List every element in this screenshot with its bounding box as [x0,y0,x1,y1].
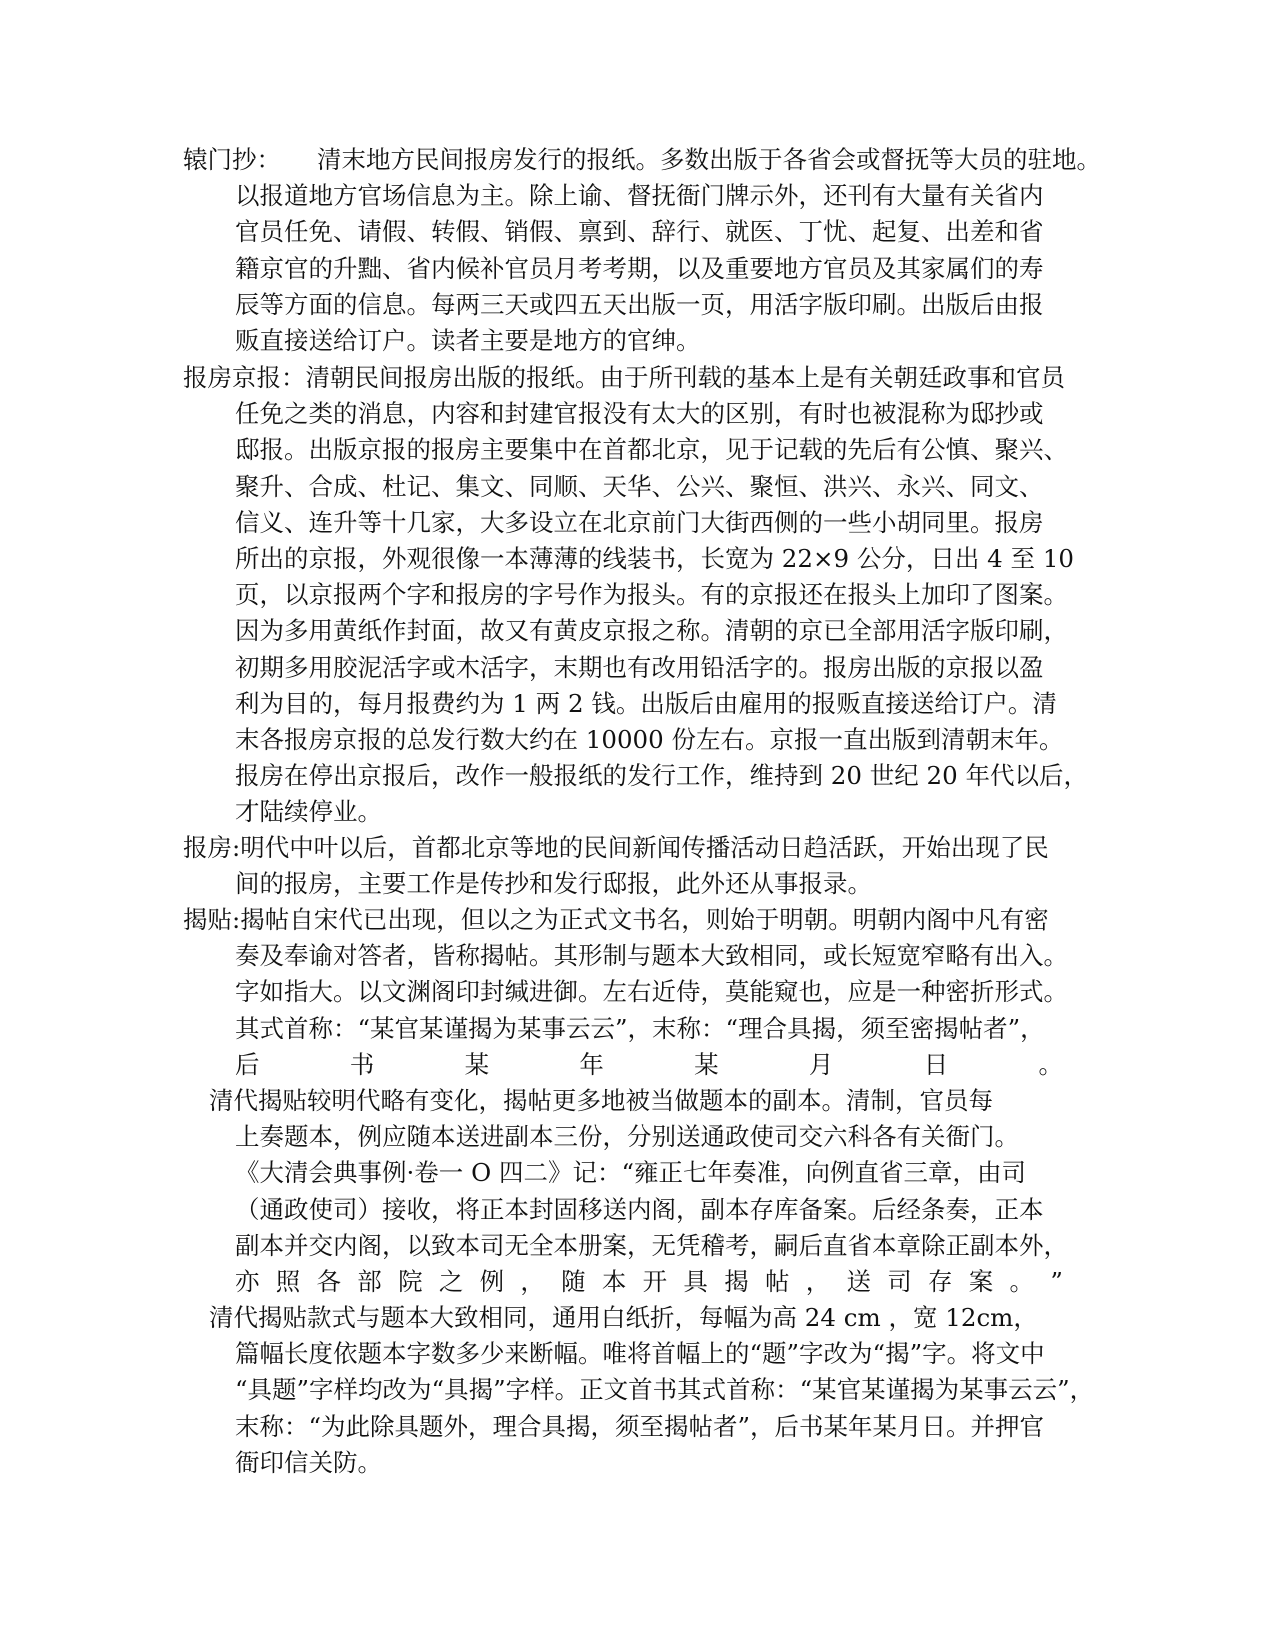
entry-text-line: 以报道地方官场信息为主。除上谕、督抚衙门牌示外，还刊有大量有关省内 [235,181,1044,211]
entry-text-line: 末称：“为此除具题外，理合具揭，须至揭帖者”，后书某年某月日。并押官 [235,1411,1045,1441]
entry-text-line: 邸报。出版京报的报房主要集中在首都北京，见于记载的先后有公慎、聚兴、 [235,435,1068,465]
entry-text-line: 因为多用黄纸作封面，故又有黄皮京报之称。清朝的京已全部用活字版印刷， [235,616,1068,646]
entry-term: 报房: [183,833,241,862]
entry-text-line: 清代揭贴款式与题本大致相同，通用白纸折，每幅为高 24 cm ，宽 12cm， [209,1303,1038,1333]
entry-text-line: “具题”字样均改为“具揭”字样。正文首书其式首称：“某官某谨揭为某事云云”， [235,1375,1095,1405]
entry-first-line [183,360,1063,396]
entry-text-line: 揭帖自宋代已出现，但以之为正式文书名，则始于明朝。明朝内阁中凡有密 [240,905,1049,934]
entry-text-line: 信义、连升等十几家，大多设立在北京前门大街西侧的一些小胡同里。报房 [235,507,1044,537]
entry-baofang [183,830,1063,902]
entry-first-line [183,830,1063,866]
justified-line: 后 书 某 年 某 月 日 。 [235,1049,1063,1079]
entry-text-line: 籍京官的升黜、省内候补官员月考考期，以及重要地方官员及其家属们的寿 [235,253,1044,283]
entry-text-line: 所出的京报，外观很像一本薄薄的线装书，长宽为 22×9 公分，日出 4 至 10 [235,543,1074,573]
entry-text-line: 官员任免、请假、转假、销假、禀到、辞行、就医、丁忧、起复、出差和省 [235,217,1044,247]
entry-term: 揭贴: [183,905,241,934]
entry-first-line [183,142,1101,178]
entry-text-line: 字如指大。以文渊阁印封缄进御。左右近侍，莫能窥也，应是一种密折形式。 [235,977,1068,1007]
entry-text-line: 贩直接送给订户。读者主要是地方的官绅。 [235,325,701,355]
entry-text-line: 才陆续停业。 [235,797,382,827]
entry-text-line: 利为目的，每月报费约为 1 两 2 钱。出版后由雇用的报贩直接送给订户。清 [235,688,1057,718]
entry-text-line: 聚升、合成、杜记、集文、同顺、天华、公兴、聚恒、洪兴、永兴、同文、 [235,471,1044,501]
entry-first-line [183,902,1063,938]
entry-text-line: 页，以京报两个字和报房的字号作为报头。有的京报还在报头上加印了图案。 [235,580,1068,610]
entry-text-line: 《大清会典事例·卷一 O 四二》记：“雍正七年奏准，向例直省三章，由司 [235,1158,1026,1188]
entry-text-line: 初期多用胶泥活字或木活字，末期也有改用铅活字的。报房出版的京报以盈 [235,652,1044,682]
entry-text-line: 清朝民间报房出版的报纸。由于所刊载的基本上是有关朝廷政事和官员 [305,363,1065,392]
entry-text-line: 奏及奉谕对答者，皆称揭帖。其形制与题本大致相同，或长短宽窄略有出入。 [235,941,1068,971]
entry-baofang-jingbao [183,360,1088,830]
entry-text-line: 清末地方民间报房发行的报纸。多数出版于各省会或督抚等大员的驻地。 [317,145,1101,174]
entry-text-line: 副本并交内阁，以致本司无全本册案，无凭稽考，嗣后直省本章除正副本外， [235,1230,1068,1260]
entry-text-line: 上奏题本，例应随本送进副本三份，分别送通政使司交六科各有关衙门。 [235,1122,1019,1152]
entry-text-line: 明代中叶以后，首都北京等地的民间新闻传播活动日趋活跃，开始出现了民 [240,833,1049,862]
entry-text-line: 任免之类的消息，内容和封建官报没有太大的区别，有时也被混称为邸抄或 [235,399,1044,429]
entry-text-line: 报房在停出京报后，改作一般报纸的发行工作，维持到 20 世纪 20 年代以后， [235,761,1088,791]
entry-text-line: 清代揭贴较明代略有变化，揭帖更多地被当做题本的副本。清制，官员每 [209,1085,993,1115]
entry-text-line: 其式首称：“某官某谨揭为某事云云”，末称：“理合具揭，须至密揭帖者”， [235,1013,1045,1043]
entry-text-line: 末各报房京报的总发行数大约在 10000 份左右。京报一直出版到清朝末年。 [235,724,1064,754]
justified-line: 亦 照 各 部 院 之 例 ， 随 本 开 具 揭 帖 ， 送 司 存 案 。 ” [235,1266,1063,1296]
entry-text-line: （通政使司）接收，将正本封固移送内阁，副本存库备案。后经条奏，正本 [235,1194,1044,1224]
entry-term: 报房京报： [183,363,306,392]
entry-term: 辕门抄： [183,145,281,174]
entry-text-line: 辰等方面的信息。每两三天或四五天出版一页，用活字版印刷。出版后由报 [235,289,1044,319]
entry-text-line: 间的报房，主要工作是传抄和发行邸报，此外还从事报录。 [235,869,872,899]
entry-yuanmenchao [183,142,1101,359]
entry-text-line: 篇幅长度依题本字数多少来断幅。唯将首幅上的“题”字改为“揭”字。将文中 [235,1339,1045,1369]
entry-jietie [183,902,1095,1481]
entry-text-line: 衙印信关防。 [235,1447,382,1477]
